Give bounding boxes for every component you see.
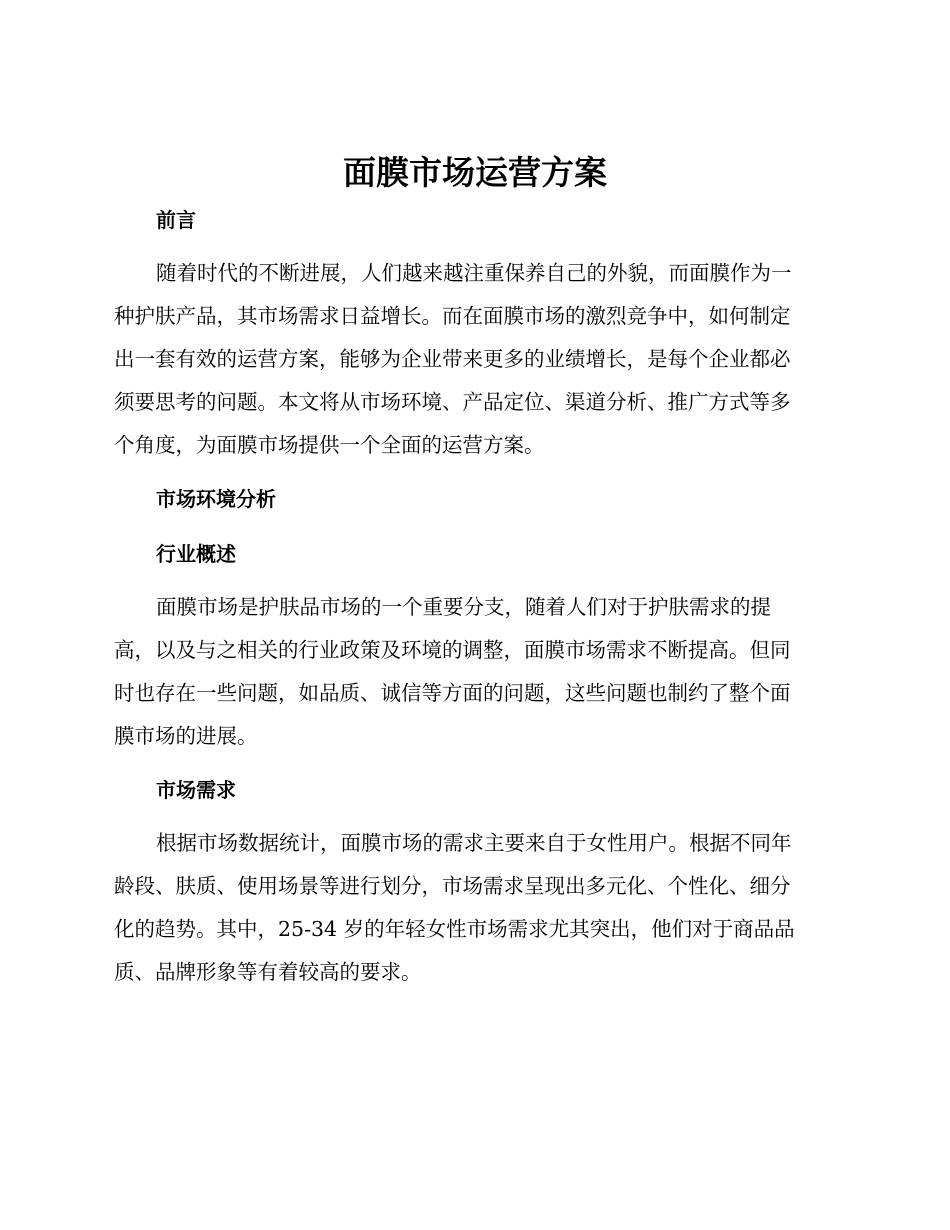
paragraph-line: 化的趋势。其中，25-34 岁的年轻女性市场需求尤其突出，他们对于商品品 bbox=[114, 917, 795, 941]
paragraph-line: 出一套有效的运营方案，能够为企业带来更多的业绩增长，是每个企业都必 bbox=[114, 347, 791, 371]
paragraph-line: 龄段、肤质、使用场景等进行划分，市场需求呈现出多元化、个性化、细分 bbox=[114, 874, 791, 898]
document-title: 面膜市场运营方案 bbox=[343, 153, 607, 192]
section-heading-market-demand: 市场需求 bbox=[156, 778, 236, 802]
paragraph-line: 随着时代的不断进展，人们越来越注重保养自己的外貌，而面膜作为一 bbox=[156, 261, 792, 285]
paragraph-line: 高，以及与之相关的行业政策及环境的调整，面膜市场需求不断提高。但同 bbox=[114, 638, 791, 662]
paragraph-line: 种护肤产品，其市场需求日益增长。而在面膜市场的激烈竞争中，如何制定 bbox=[114, 304, 791, 328]
paragraph-line: 质、品牌形象等有着较高的要求。 bbox=[114, 960, 422, 984]
paragraph-line: 面膜市场是护肤品市场的一个重要分支，随着人们对于护肤需求的提 bbox=[156, 595, 771, 619]
paragraph-market-demand bbox=[114, 822, 830, 994]
section-heading-preface: 前言 bbox=[156, 208, 196, 232]
paragraph-line: 膜市场的进展。 bbox=[114, 724, 258, 748]
paragraph-line: 根据市场数据统计，面膜市场的需求主要来自于女性用户。根据不同年 bbox=[156, 831, 792, 855]
section-heading-industry-overview: 行业概述 bbox=[156, 542, 236, 566]
paragraph-line: 须要思考的问题。本文将从市场环境、产品定位、渠道分析、推广方式等多 bbox=[114, 390, 791, 414]
section-heading-market-environment: 市场环境分析 bbox=[156, 487, 276, 511]
paragraph-industry-overview bbox=[114, 586, 830, 758]
paragraph-line: 时也存在一些问题，如品质、诚信等方面的问题，这些问题也制约了整个面 bbox=[114, 681, 791, 705]
paragraph-preface bbox=[114, 252, 830, 467]
paragraph-line: 个角度，为面膜市场提供一个全面的运营方案。 bbox=[114, 433, 545, 457]
